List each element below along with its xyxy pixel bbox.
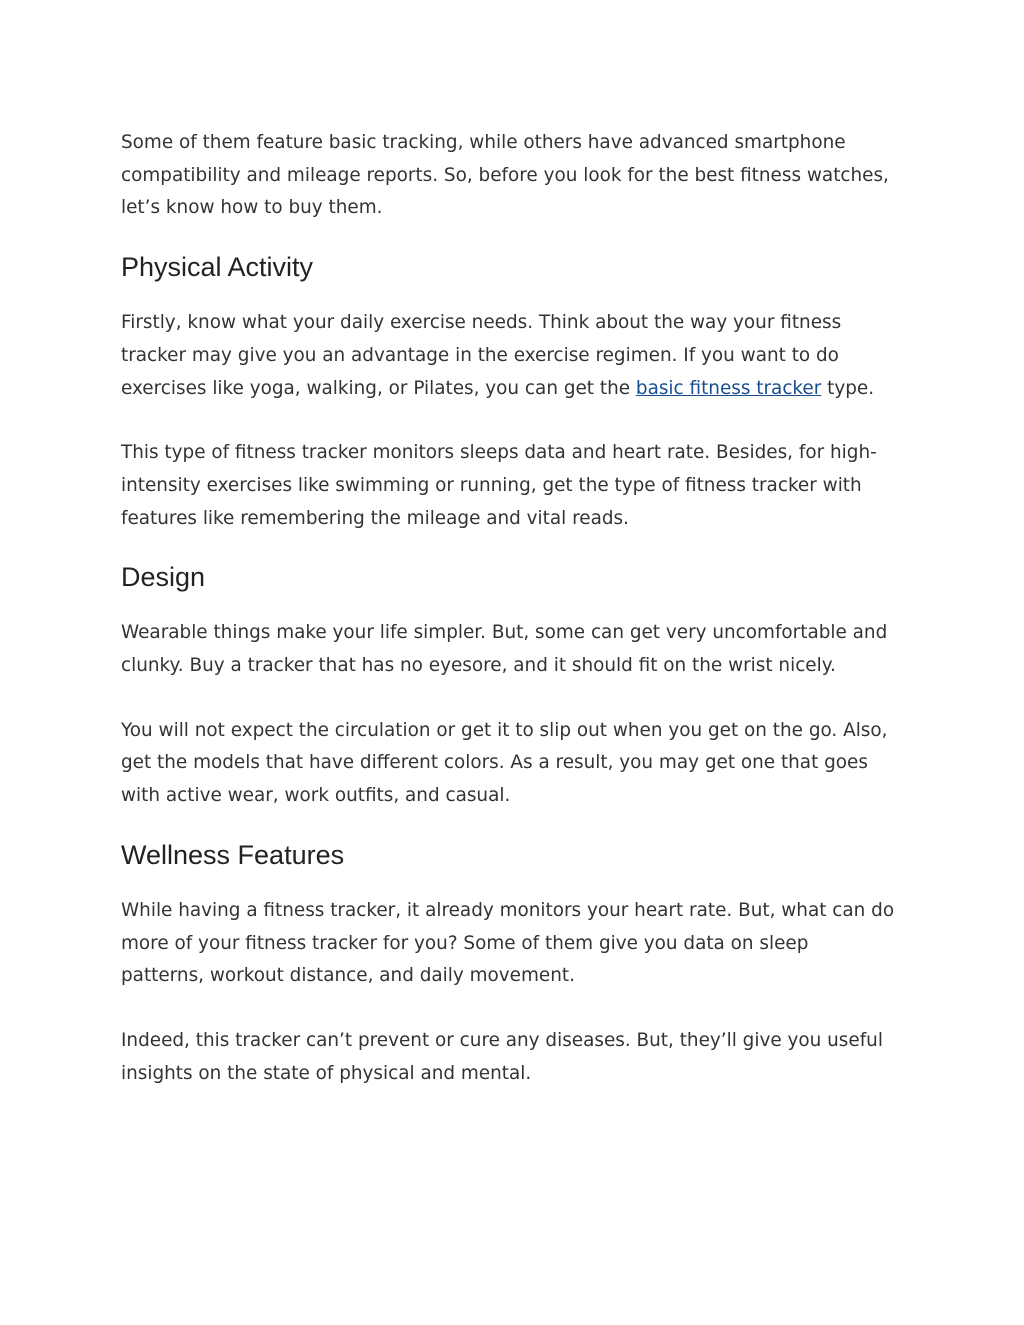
wellness-paragraph-2: Indeed, this tracker can’t prevent or cure any diseases. But, they’ll give you useful insights on the state of physical and mental. xyxy=(121,1029,883,1084)
paragraph-text: type. xyxy=(821,377,875,399)
wellness-paragraph-1: While having a fitness tracker, it already monitors your heart rate. But, what can do more of your fitness tracker for you? Some of them give you data on sleep patterns, workout distance, and daily movement. xyxy=(121,899,895,987)
basic-fitness-tracker-link[interactable]: basic fitness tracker xyxy=(635,377,822,399)
document-page xyxy=(121,127,896,1090)
heading-wellness-features: Wellness Features xyxy=(121,839,345,870)
physical-activity-paragraph-2: This type of fitness tracker monitors sleeps data and heart rate. Besides, for high-intensity exercises like swimming or running, get the type of fitness tracker with features like remembering the mileage and vital reads. xyxy=(121,442,877,529)
physical-activity-paragraph-1 xyxy=(121,307,896,405)
intro-paragraph: Some of them feature basic tracking, while others have advanced smartphone compatibility and mileage reports. So, before you look for the best fitness watches, let’s know how to buy them. xyxy=(121,132,889,219)
paragraph-text: Firstly, know what your daily exercise needs. Think about the way your fitness tracker may give you an advantage in the exercise regimen. If you want to do exercises like yoga, walking, or Pilates, you can get the xyxy=(121,312,842,399)
heading-physical-activity: Physical Activity xyxy=(121,252,314,283)
design-paragraph-1: Wearable things make your life simpler. But, some can get very uncomfortable and clunky. Buy a tracker that has no eyesore, and it should fit on the wrist nicely. xyxy=(121,622,888,677)
heading-design: Design xyxy=(121,562,206,593)
design-paragraph-2: You will not expect the circulation or get it to slip out when you get on the go. Also, get the models that have different colors. As a result, you may get one that goes with active wear, work outfits, and casual. xyxy=(121,719,888,807)
